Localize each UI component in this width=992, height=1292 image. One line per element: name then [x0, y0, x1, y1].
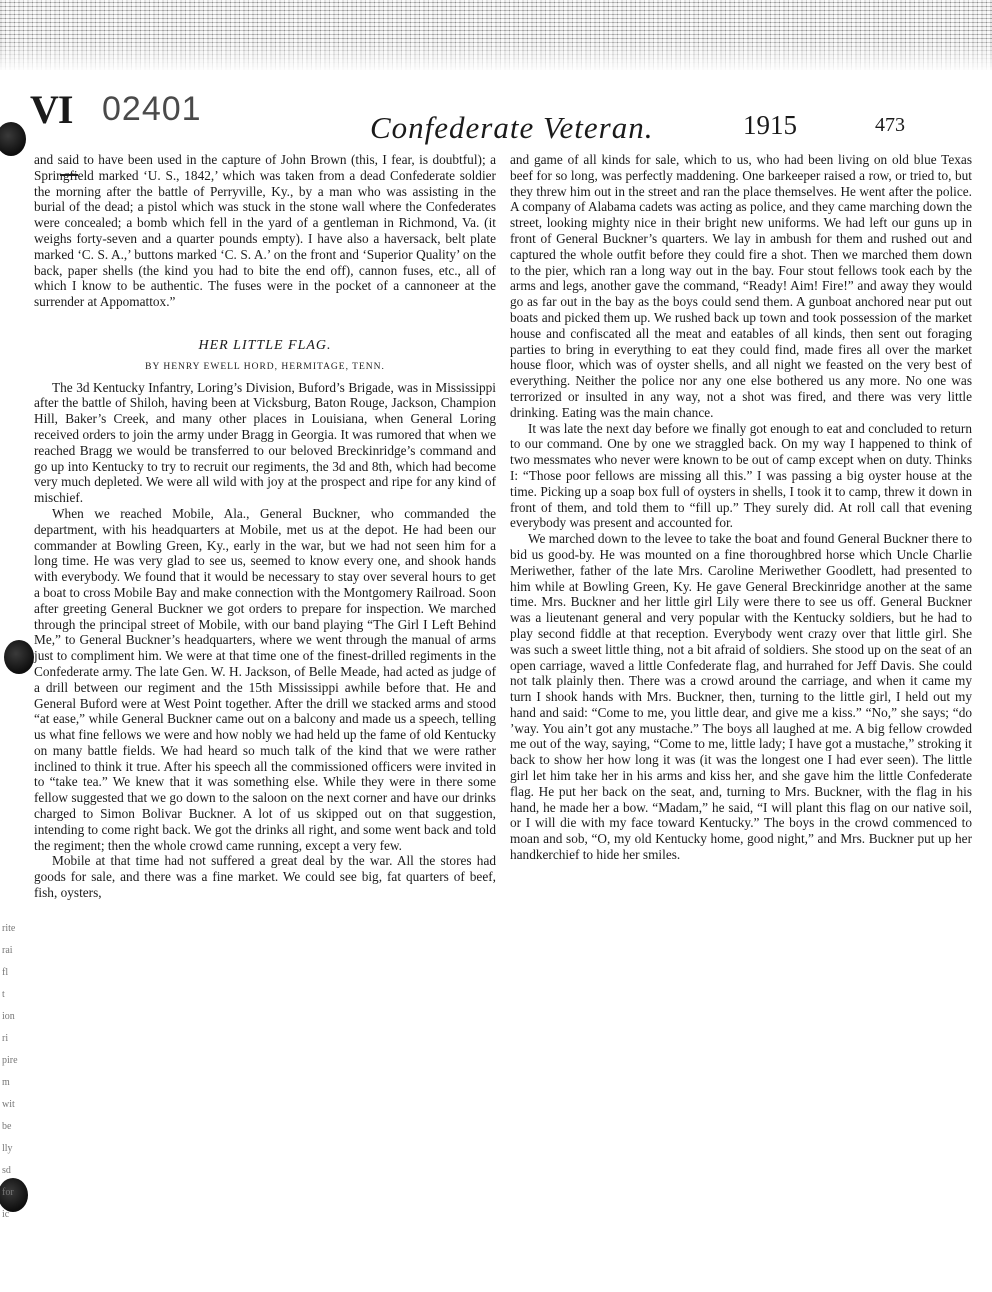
bleed-fragment: fl — [2, 967, 9, 978]
masthead-title: Confederate Veteran. — [370, 110, 654, 145]
bleed-fragment: ri — [2, 1033, 9, 1044]
bleed-fragment: for — [2, 1187, 14, 1198]
page-number: 473 — [875, 114, 905, 136]
punch-hole-middle — [4, 640, 34, 674]
paragraph: and said to have been used in the capture of John Brown (this, I fear, is doubtful); a Springfield marked ‘U. S., 1842,’ which was taken from a dead Confederate soldier the morning after the battle of Perryville, Ky., by a man who was assisting in the burial of the dead; a pistol which was stuck in the stone wall where the Confederates were concealed; a bomb which fell in the yard of a gentleman in Richmond, Va. (it weighs forty-seven and a quarter pounds empty). I have also a haversack, belt plate marked ‘C. S. A.,’ buttons marked ‘C. S. A.’ on the front and ‘Superior Quality’ on the back, paper shells (the kind you had to bite the end off), cannon fuses, etc., all of which I know to be authentic. The fuses were in the pocket of a cannoneer at the surrender at Appomattox.” — [34, 152, 496, 310]
bleed-fragment: wit — [2, 1099, 15, 1110]
scan-noise-fade — [0, 40, 992, 72]
right-column — [510, 152, 972, 863]
article-byline: BY HENRY EWELL HORD, HERMITAGE, TENN. — [145, 361, 385, 372]
bleed-fragment: be — [2, 1121, 12, 1132]
margin-bleed-text — [2, 918, 36, 1226]
paragraph: Mobile at that time had not suffered a great deal by the war. All the stores had goods for sale, and there was a fine market. We could see big, fat quarters of beef, fish, oysters, — [34, 853, 496, 901]
bleed-fragment: lly — [2, 1143, 13, 1154]
paragraph: We marched down to the levee to take the boat and found General Buckner there to bid us good-by. He was mounted on a fine thoroughbred horse which Uncle Charlie Meriwether, father of the late Mrs. Caroline Meriwether Goodlett, had presented to him while at Bowling Green, Ky. He gave General Breckinridge another at the same time. Mrs. Buckner and her little girl Lily were there to see us off. General Buckner was a lieutenant general and very popular with the Kentucky soldiers, but he had to play second fiddle at that reception. Everybody went crazy over that little girl. She was such a sweet little thing, not a bit afraid of soldiers. She stood up on the seat of an open carriage, waved a little Confederate flag, and hurrahed for Jeff Davis. She could not talk plainly then. There was a crowd around the carriage, and when it came my turn I shook hands with Mrs. Buckner, then, turning to the little girl, I held out my hand and said: “Come to me, you little dear, and give me a kiss.” “No,” she says; “do ’way. You ain’t got any mustache.” The boys all laughed at me. A big fellow crowded me out of the way, saying, “Come to me, little lady; I have got a mustache,” stroking it back to show her how long it was (it was the longest one I had ever seen). The little girl let him take her in his arms and kiss her, and she gave him the little Confederate flag. He put her back on the seat, and, turning to Mrs. Buckner, with the flag in his hand, he made her a bow. “Madam,” he said, “I will plant this flag on our native soil, or I will die with my face toward Kentucky.” The boys in the crowd commenced to moan and sob, “O, my old Kentucky home, good night,” and Mrs. Buckner put up her handkerchief to hide her smiles. — [510, 531, 972, 863]
bleed-fragment: m — [2, 1077, 10, 1088]
paragraph: When we reached Mobile, Ala., General Buckner, who commanded the department, with his headquarters at Mobile, met us at the depot. He had been our commander at Bowling Green, Ky., early in the war, but we had not seen him for a long time. He was very glad to see us, seemed to know every one, and shook hands with everybody. We found that it would be necessary to stay over several hours to get a boat to cross Mobile Bay and make connection with the Montgomery Railroad. Soon after greeting General Buckner we got orders to prepare for inspection. We marched through the principal street of Mobile, with our band playing “The Girl I Left Behind Me,” to General Buckner’s headquarters, where we went through the manual of arms just to compliment him. We were at that time one of the finest-drilled regiments in the Confederate army. The late Gen. W. H. Jackson, of Belle Meade, had acted as judge of a drill between our regiment and the 15th Mississippi awhile before that. He and General Buford were at West Point together. After the drill we stacked arms and stood “at ease,” while General Buckner came out on a balcony and made us a speech, telling us what fine fellows we were and how nobly we had held up the fame of old Kentucky on many battle fields. We had heard so much talk of the kind that we were rather inclined to think it true. After his speech all the commissioned officers were invited in to “take tea.” We knew that it was something else. While they were in there some fellow suggested that we go down to the saloon on the next corner and have our drinks charged to Simon Bolivar Buckner. A lot of us skipped out on that suggestion, intending to come right back. We got the drinks all right, and some went back and told the regiment; then the whole crowd came running, except a very few. — [34, 505, 496, 853]
paragraph: The 3d Kentucky Infantry, Loring’s Division, Buford’s Brigade, was in Mississippi after the battle of Shiloh, having been at Vicksburg, Baton Rouge, Jackson, Champion Hill, Baker’s Creek, and many other places in Louisiana, when General Loring received orders to join the army under Bragg in Georgia. It was rumored that when we reached Bragg we would be transferred to our beloved Breckinridge’s command and go up into Kentucky to try to recruit our regiments, the 3d and 8th, which had become very much depleted. We were all wild with joy at the prospect and ripe for any kind of mischief. — [34, 379, 496, 506]
article-title: HER LITTLE FLAG. — [198, 337, 332, 353]
bleed-fragment: pire — [2, 1055, 18, 1066]
bleed-fragment: sd — [2, 1165, 11, 1176]
masthead-year: 1915 — [743, 110, 797, 140]
paragraph: and game of all kinds for sale, which to us, who had been living on old blue Texas beef for so long, was perfectly maddening. One barkeeper raised a row, or tried to, but they threw him out in the street and ran the place themselves. He went after the police. A company of Alabama cadets was acting as police, and they came marching down the street, looking mighty nice in their bright new uniforms. We had left our guns up in front of General Buckner’s quarters. We lay in ambush for them and rushed out and captured the whole outfit before they could fire a shot. Then we marched them down to the pier, which ran a long way out in the bay. Four stout fellows took each by the arms and legs, another gave the command, “Ready! Aim! Fire!” and away they would go as far out in the bay as the boys could send them. A gunboat anchored near put out boats and picked them up. We rushed back up town and took possession of the market house and confiscated all the meat and eatables of all kinds, then sent out foraging parties to bring in everything to eat they could find, made fires all over the market house floor, which was of oyster shells, and all night we feasted on the very best of everything. Neither the police nor any one else bothered us any more. No one was terrorized or insulted in any way, not a shot was fired, and there was very little drinking. Eating was the main chance. — [510, 152, 972, 420]
bleed-fragment: rite — [2, 923, 16, 934]
punch-hole-top — [0, 122, 26, 156]
bleed-fragment: rai — [2, 945, 13, 956]
left-column — [34, 152, 496, 901]
bleed-fragment: ion — [2, 1011, 15, 1022]
catalog-number: 02401 — [102, 90, 202, 128]
bleed-fragment: t — [2, 989, 5, 1000]
bleed-fragment: ic — [2, 1209, 10, 1220]
paragraph: It was late the next day before we finally got enough to eat and concluded to return to our command. One by one we straggled back. On my way I happened to think of two messmates who never were known to be out of camp except when on duty. Thinks I: “Those poor fellows are missing all this.” I was passing a big oyster house at the time. Picking up a soap box full of oysters in shells, I took it to camp, threw it down in front of them, and told them to “fill up.” They surely did. At roll call that evening everybody was present and accounted for. — [510, 420, 972, 531]
stamp-volume: VI — [30, 87, 73, 132]
